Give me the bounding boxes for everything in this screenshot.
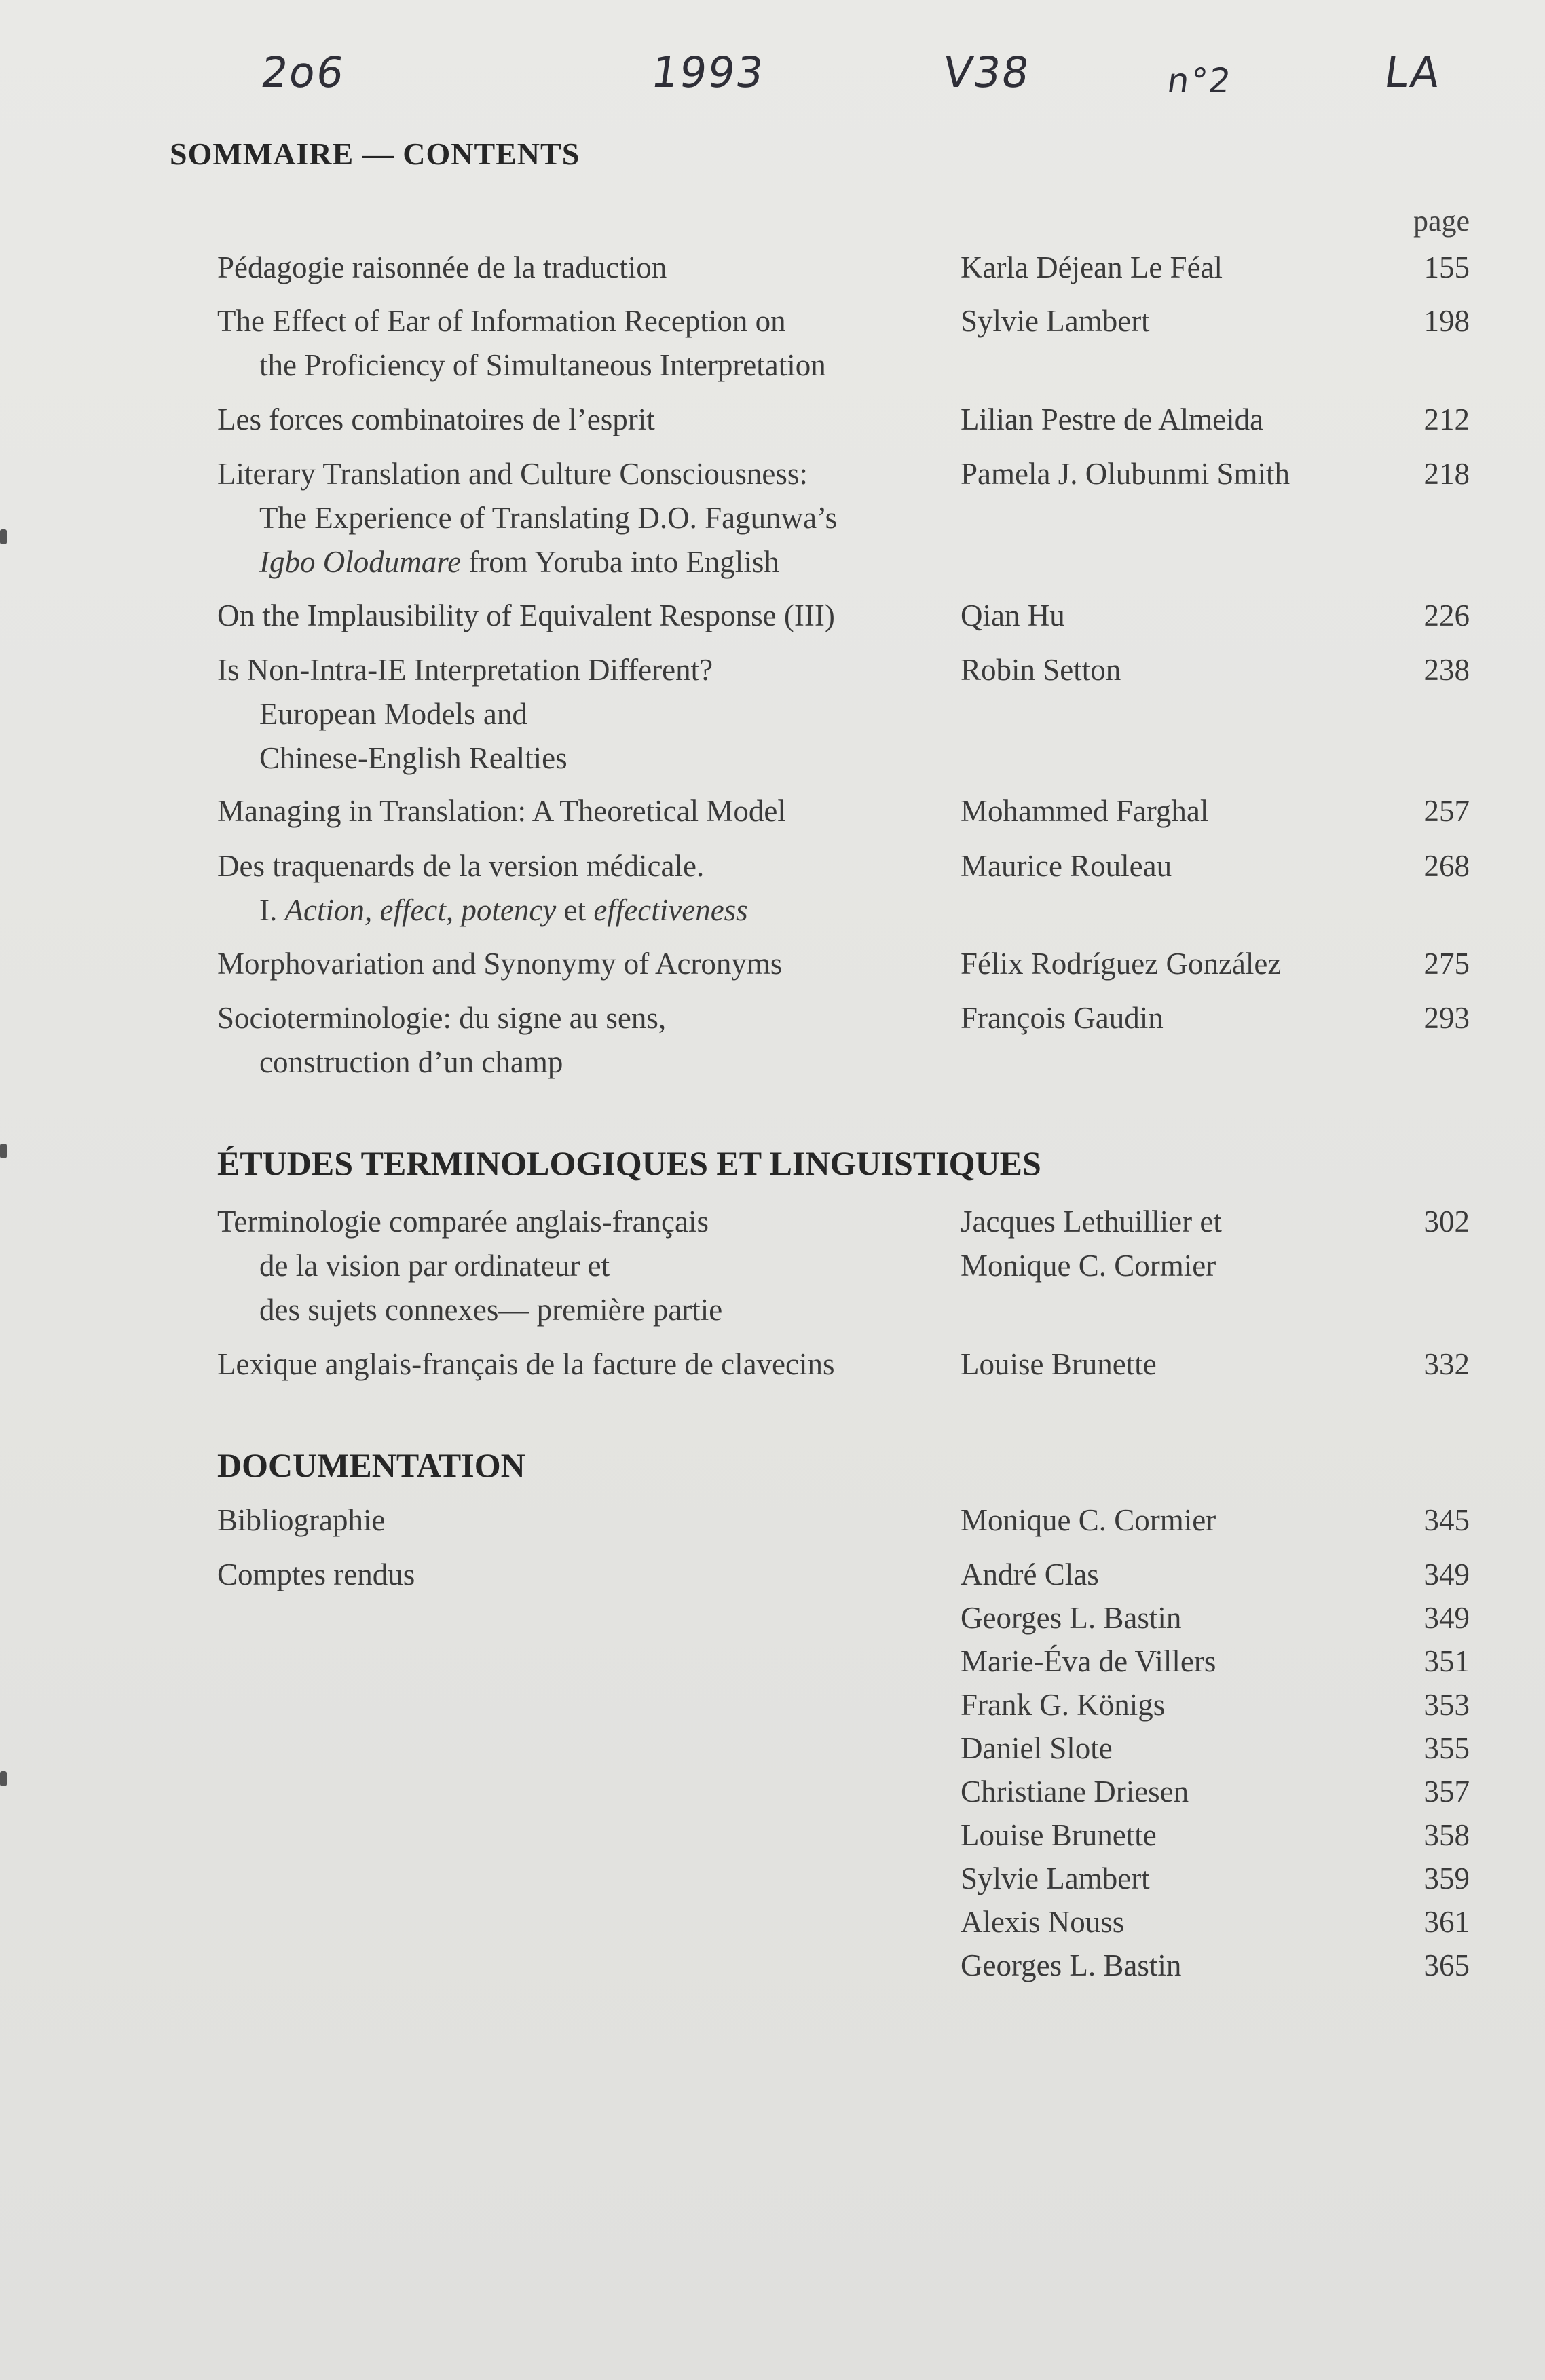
entry-title: Terminologie comparée anglais-français xyxy=(217,1205,709,1239)
entry-page: 293 xyxy=(1423,1001,1470,1035)
entry-page: 345 xyxy=(1423,1503,1470,1537)
entry-title-cont: I. Action, effect, potency et effectiveness xyxy=(259,893,748,927)
binding-mark xyxy=(0,1144,7,1158)
entry-title: On the Implausibility of Equivalent Response (III) xyxy=(217,599,835,632)
entry-title: Des traquenards de la version médicale. xyxy=(217,849,705,883)
entry-page: 218 xyxy=(1423,457,1470,491)
review-page: 349 xyxy=(1423,1557,1470,1591)
entry-author: Louise Brunette xyxy=(961,1347,1157,1381)
binding-mark xyxy=(0,529,7,544)
entry-author: Qian Hu xyxy=(961,599,1065,632)
entry-author: Sylvie Lambert xyxy=(961,304,1150,338)
entry-page: 238 xyxy=(1423,653,1470,687)
review-page: 358 xyxy=(1423,1818,1470,1852)
entry-title-cont: des sujets connexes— première partie xyxy=(259,1293,723,1327)
review-page: 361 xyxy=(1423,1905,1470,1939)
review-author: Daniel Slote xyxy=(961,1731,1113,1765)
entry-title-cont: de la vision par ordinateur et xyxy=(259,1249,610,1283)
entry-author: François Gaudin xyxy=(961,1001,1164,1035)
entry-page: 212 xyxy=(1423,402,1470,436)
entry-title-cont: Igbo Olodumare from Yoruba into English xyxy=(259,545,779,579)
entry-author: Monique C. Cormier xyxy=(961,1249,1216,1283)
entry-title: Managing in Translation: A Theoretical Model xyxy=(217,794,786,828)
review-author: Georges L. Bastin xyxy=(961,1948,1182,1982)
handwritten-initials: LA xyxy=(1381,48,1445,97)
binding-mark xyxy=(0,1771,7,1786)
entry-page: 268 xyxy=(1423,849,1470,883)
entry-page: 302 xyxy=(1423,1205,1470,1239)
entry-author: Lilian Pestre de Almeida xyxy=(961,402,1264,436)
entry-page: 226 xyxy=(1423,599,1470,632)
handwritten-note: 2o6 xyxy=(257,48,348,97)
review-author: Marie-Éva de Villers xyxy=(961,1644,1216,1678)
entry-author: Maurice Rouleau xyxy=(961,849,1172,883)
entry-title: Is Non-Intra-IE Interpretation Different? xyxy=(217,653,713,687)
section-heading-documentation: DOCUMENTATION xyxy=(217,1446,525,1484)
entry-author: Félix Rodríguez González xyxy=(961,947,1282,981)
entry-page: 257 xyxy=(1423,794,1470,828)
entry-title: Socioterminologie: du signe au sens, xyxy=(217,1001,667,1035)
entry-page: 155 xyxy=(1423,250,1470,284)
review-author: Georges L. Bastin xyxy=(961,1601,1182,1635)
review-page: 359 xyxy=(1423,1862,1470,1895)
review-page: 357 xyxy=(1423,1775,1470,1809)
entry-author: Jacques Lethuillier et xyxy=(961,1205,1222,1239)
review-page: 353 xyxy=(1423,1688,1470,1722)
entry-title: Literary Translation and Culture Consciousness: xyxy=(217,457,808,491)
entry-title: The Effect of Ear of Information Reception on xyxy=(217,304,786,338)
review-page: 349 xyxy=(1423,1601,1470,1635)
page-column-label: page xyxy=(1413,204,1470,238)
review-page: 351 xyxy=(1423,1644,1470,1678)
entry-title: Comptes rendus xyxy=(217,1557,415,1591)
entry-title: Bibliographie xyxy=(217,1503,386,1537)
review-author: Alexis Nouss xyxy=(961,1905,1125,1939)
review-page: 355 xyxy=(1423,1731,1470,1765)
entry-author: Monique C. Cormier xyxy=(961,1503,1216,1537)
review-author: Frank G. Königs xyxy=(961,1688,1166,1722)
entry-page: 275 xyxy=(1423,947,1470,981)
handwritten-year: 1993 xyxy=(648,48,768,97)
review-author: Christiane Driesen xyxy=(961,1775,1189,1809)
handwritten-issue: n°2 xyxy=(1164,61,1235,100)
entry-title-cont: construction d’un champ xyxy=(259,1045,563,1079)
entry-title: Lexique anglais-français de la facture de clavecins xyxy=(217,1347,835,1381)
entry-title: Pédagogie raisonnée de la traduction xyxy=(217,250,667,284)
page-title: SOMMAIRE — CONTENTS xyxy=(170,136,580,171)
entry-title-cont: The Experience of Translating D.O. Fagunwa’s xyxy=(259,501,838,535)
entry-page: 332 xyxy=(1423,1347,1470,1381)
entry-title-cont: the Proficiency of Simultaneous Interpretation xyxy=(259,348,826,382)
entry-author: Mohammed Farghal xyxy=(961,794,1209,828)
review-author: Louise Brunette xyxy=(961,1818,1157,1852)
review-page: 365 xyxy=(1423,1948,1470,1982)
handwritten-volume: V38 xyxy=(939,48,1034,97)
section-heading-etudes: ÉTUDES TERMINOLOGIQUES ET LINGUISTIQUES xyxy=(217,1144,1041,1182)
review-author: Sylvie Lambert xyxy=(961,1862,1150,1895)
entry-author: Robin Setton xyxy=(961,653,1121,687)
entry-author: Karla Déjean Le Féal xyxy=(961,250,1223,284)
entry-title: Les forces combinatoires de l’esprit xyxy=(217,402,655,436)
entry-title-cont: Chinese-English Realties xyxy=(259,741,567,775)
entry-page: 198 xyxy=(1423,304,1470,338)
review-author: André Clas xyxy=(961,1557,1099,1591)
entry-author: Pamela J. Olubunmi Smith xyxy=(961,457,1290,491)
entry-title: Morphovariation and Synonymy of Acronyms xyxy=(217,947,783,981)
entry-title-cont: European Models and xyxy=(259,697,527,731)
